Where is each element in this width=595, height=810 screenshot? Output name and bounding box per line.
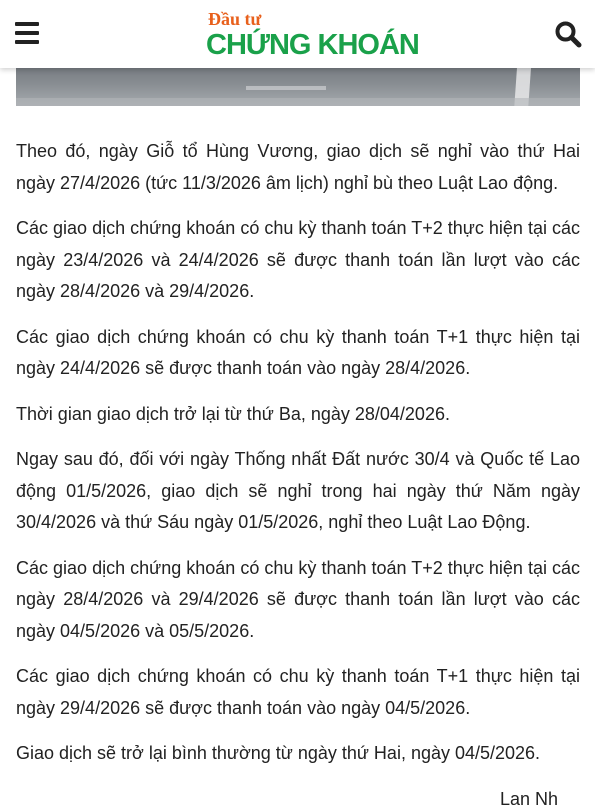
- article-body: [16, 136, 580, 784]
- article-paragraph: Các giao dịch chứng khoán có chu kỳ thanh toán T+2 thực hiện tại các ngày 28/4/2026 và 29/4/2026 sẽ được thanh toán lần lượt vào các ngày 04/5/2026 và 05/5/2026.: [16, 557, 580, 641]
- menu-bar: [15, 22, 39, 26]
- road-shadow: [16, 98, 580, 106]
- article-paragraph: Giao dịch sẽ trở lại bình thường từ ngày thứ Hai, ngày 04/5/2026.: [16, 743, 541, 763]
- site-logo[interactable]: [206, 9, 419, 63]
- article-paragraph: Các giao dịch chứng khoán có chu kỳ thanh toán T+2 thực hiện tại các ngày 23/4/2026 và 24/4/2026 sẽ được thanh toán lần lượt vào các ngày 28/4/2026 và 29/4/2026.: [16, 218, 580, 301]
- logo-tagline: Đầu tư: [208, 9, 262, 29]
- menu-bar: [15, 31, 39, 35]
- site-header: [0, 0, 595, 68]
- article-paragraph: Ngay sau đó, đối với ngày Thống nhất Đất nước 30/4 và Quốc tế Lao động 01/5/2026, giao dịch sẽ nghỉ trong hai ngày thứ Năm ngày 30/4/2026 và thứ Sáu ngày 01/5/2026, nghỉ theo Luật Lao Động.: [16, 449, 580, 532]
- search-icon-glyph: [554, 20, 582, 48]
- article-paragraph: Các giao dịch chứng khoán có chu kỳ thanh toán T+1 thực hiện tại ngày 29/4/2026 sẽ được thanh toán vào ngày 04/5/2026.: [16, 666, 580, 718]
- author-name-partial: Lan Nh: [500, 789, 559, 809]
- menu-bar: [15, 40, 39, 44]
- logo-wordmark: CHỨNG KHOÁN: [206, 29, 419, 61]
- article-paragraph: Các giao dịch chứng khoán có chu kỳ thanh toán T+1 thực hiện tại ngày 24/4/2026 sẽ được thanh toán vào ngày 28/4/2026.: [16, 326, 580, 378]
- search-icon[interactable]: [554, 20, 582, 48]
- hamburger-menu-icon[interactable]: [15, 22, 39, 44]
- road-marking: [246, 86, 326, 90]
- article-paragraph: Theo đó, ngày Giỗ tổ Hùng Vương, giao dịch sẽ nghỉ vào thứ Hai ngày 27/4/2026 (tức 11/3/2026 âm lịch) nghỉ bù theo Luật Lao động.: [16, 141, 580, 193]
- article-paragraph: Thời gian giao dịch trở lại từ thứ Ba, ngày 28/04/2026.: [16, 403, 450, 424]
